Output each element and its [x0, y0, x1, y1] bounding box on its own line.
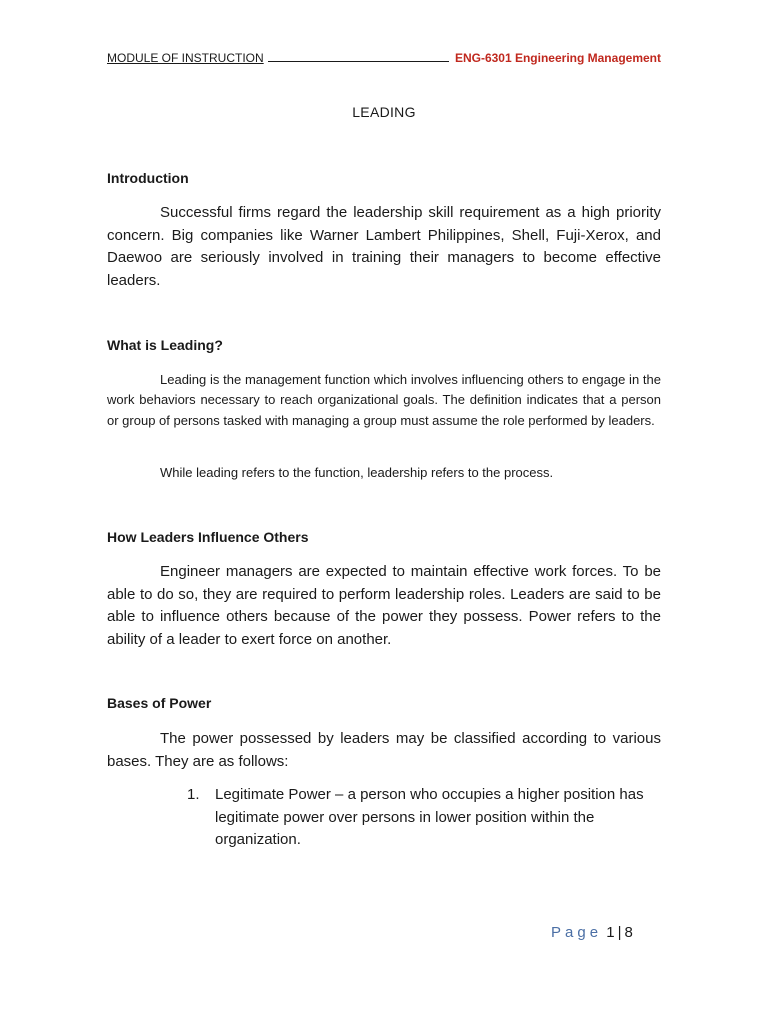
paragraph-leading-vs-leadership: While leading refers to the function, leadership refers to the process. — [160, 465, 554, 480]
paragraph-bases-of-power: The power possessed by leaders may be classified according to various bases. They are as follows: — [107, 730, 661, 770]
heading-how-leaders-influence: How Leaders Influence Others — [107, 529, 309, 545]
paragraph-introduction: Successful firms regard the leadership skill requirement as a high priority concern. Big companies like Warner Lambert Philippines, Shell, Fuji-Xerox, and Daewoo are seriously involved in training their managers to become effective leaders. — [107, 204, 661, 289]
list-item — [187, 784, 661, 852]
list-item-number: 1. — [187, 786, 200, 803]
paragraph-leading-definition: Leading is the management function which involves influencing others to engage in the work behaviors necessary to reach organizational goals. The definition indicates that a person or group of persons tasked with managing a group must assume the role performed by leaders. — [107, 372, 661, 428]
page-header — [107, 51, 661, 65]
heading-bases-of-power: Bases of Power — [107, 695, 212, 711]
footer-page-label: Page — [551, 924, 603, 941]
footer-total-pages: 8 — [624, 924, 633, 941]
footer-page-number: 1 — [606, 924, 615, 941]
header-course-title: ENG-6301 Engineering Management — [454, 51, 661, 65]
page-title: LEADING — [352, 104, 416, 120]
heading-introduction: Introduction — [107, 170, 189, 186]
header-rule — [268, 61, 449, 62]
header-module-label: MODULE OF INSTRUCTION — [107, 51, 264, 65]
page-footer — [551, 924, 633, 941]
footer-separator: | — [617, 924, 622, 941]
heading-what-is-leading: What is Leading? — [107, 337, 223, 353]
paragraph-how-leaders-influence: Engineer managers are expected to maintain effective work forces. To be able to do so, they are required to perform leadership roles. Leaders are said to be able to influence others because of the power they possess. Power refers to the ability of a leader to exert force on another. — [107, 563, 661, 648]
list-item-text: Legitimate Power – a person who occupies a higher position has legitimate power over persons in lower position within the organization. — [215, 786, 644, 848]
